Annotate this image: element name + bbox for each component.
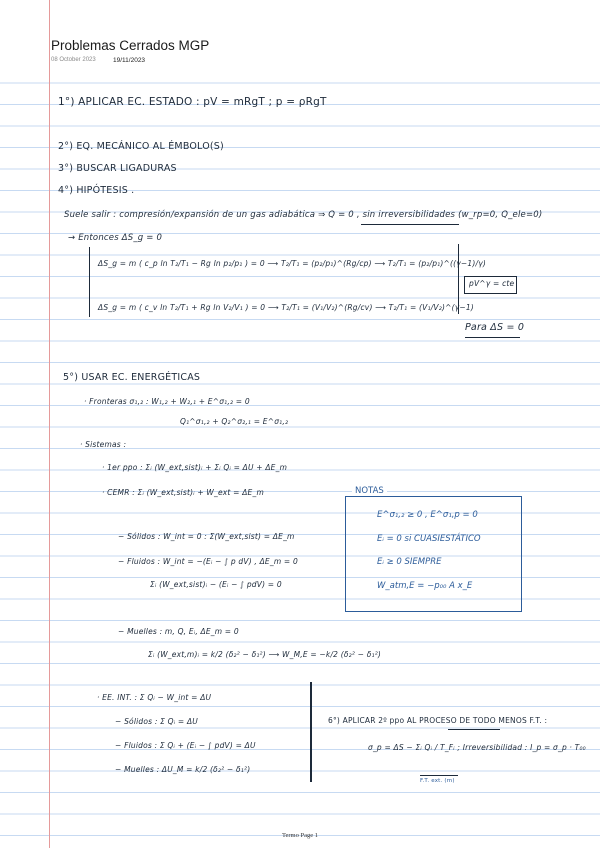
step-3-constraints: 3°) BUSCAR LIGADURAS <box>58 163 177 174</box>
springs-work: Σᵢ (W_ext,m)ᵢ = k/2 (δ₂² − δ₁²) ⟶ W_M,E = −k/2 (δ₂² − δ₁²) <box>148 650 382 659</box>
fluids-sum: Σᵢ (W_ext,sist)ᵢ − (Eᵢ − ∫ pdV) = 0 <box>150 580 282 589</box>
entropy-zero: → Entonces ΔS_g = 0 <box>68 233 163 243</box>
step-1-state-equation: 1°) APLICAR EC. ESTADO : pV = mRgT ; p = ρRgT <box>58 96 327 108</box>
cemr-equation: · CEMR : Σᵢ (W_ext,sist)ᵢ + W_ext = ΔE_m <box>102 488 264 497</box>
entropy-cv-relation: ΔS_g = m ( c_v ln T₂/T₁ + Rg ln V₂/V₁ ) = 0 ⟶ T₂/T₁ = (V₁/V₂)^(Rg/cv) ⟶ T₂/T₁ = (V₁/V₂)^(γ−1) <box>98 303 474 312</box>
polytropic-relation: pV^γ = cte <box>469 279 515 288</box>
step-2-mechanical-equilibrium: 2°) EQ. MECÁNICO AL ÉMBOLO(S) <box>58 141 224 152</box>
for-zero-entropy: Para ΔS = 0 <box>465 322 525 333</box>
step-5-energy-equations: 5°) USAR EC. ENERGÉTICAS <box>63 372 201 383</box>
springs-internal: − Muelles : ΔU_M = k/2 (δ₂² − δ₁²) <box>115 765 251 774</box>
handwritten-date: 19/11/2023 <box>113 57 146 64</box>
left-brace <box>89 247 96 317</box>
right-brace <box>452 244 459 314</box>
systems-label: · Sistemas : <box>80 440 127 449</box>
notes-title: NOTAS <box>352 486 387 496</box>
step-6-second-law: 6°) APLICAR 2º ppo AL PROCESO DE TODO MENOS F.T. : <box>328 716 548 725</box>
entropy-generation: σ_p = ΔS − Σᵢ Qᵢ / T_Fᵢ ; Irreversibilidad : I_p = σ_p · T₀₀ <box>368 743 586 752</box>
underline-sin-irreversibilidades <box>361 224 459 225</box>
underline-para <box>465 337 520 338</box>
fluids-internal: − Fluidos : Σ Qᵢ + (Eᵢ − ∫ pdV) = ΔU <box>115 741 256 750</box>
step-4-hypotheses: 4°) HIPÓTESIS . <box>58 185 135 196</box>
page-title: Problemas Cerrados MGP <box>51 38 210 53</box>
fluids-equation: − Fluidos : W_int = −(Eᵢ − ∫ p dV) , ΔE_m = 0 <box>118 557 298 566</box>
internal-energy: · EE. INT. : Σ Qᵢ − W_int = ΔU <box>97 693 212 702</box>
note-2: Eᵢ = 0 si CUASIESTÁTICO <box>377 534 481 544</box>
note-3: Eᵢ ≥ 0 SIEMPRE <box>377 557 442 567</box>
solids-internal: − Sólidos : Σ Qᵢ = ΔU <box>115 717 198 726</box>
vertical-divider <box>310 682 312 782</box>
hypothesis-adiabatic: Suele salir : compresión/expansión de un gas adiabática ⇒ Q = 0 , sin irreversibilidades (w_rp=0, Q_ele=0) <box>64 210 543 220</box>
solids-equation: − Sólidos : W_int = 0 : Σ(W_ext,sist) = ΔE_m <box>118 532 295 541</box>
first-law: · 1er ppo : Σᵢ (W_ext,sist)ᵢ + Σᵢ Qᵢ = ΔU + ΔE_m <box>102 463 288 472</box>
underline-ft-ext <box>420 775 458 776</box>
note-1: E^σ₁,₂ ≥ 0 , E^σ₁,p = 0 <box>377 510 478 520</box>
page-footer: Termo Page 1 <box>281 832 318 839</box>
created-date: 08 October 2023 <box>51 57 96 63</box>
note-4: W_atm,E = −p₀₀ A x_E <box>377 581 473 591</box>
boundaries-heat: Q₁^σ₁,₂ + Q₂^σ₂,₁ = E^σ₁,₂ <box>180 417 289 426</box>
springs-conditions: − Muelles : m, Q, Eᵢ, ΔE_m = 0 <box>118 627 239 636</box>
underline-proceso <box>448 729 500 730</box>
boundaries-work: · Fronteras σ₁,₂ : W₁,₂ + W₂,₁ + E^σ₁,₂ = 0 <box>84 397 250 406</box>
external-thermal-source: F.T. ext. (m) <box>420 778 455 784</box>
margin-line <box>49 0 50 848</box>
entropy-cp-relation: ΔS_g = m ( c_p ln T₂/T₁ − Rg ln p₂/p₁ ) = 0 ⟶ T₂/T₁ = (p₂/p₁)^(Rg/cp) ⟶ T₂/T₁ = (p₂/p₁)^((γ−1)/γ) <box>98 259 486 268</box>
